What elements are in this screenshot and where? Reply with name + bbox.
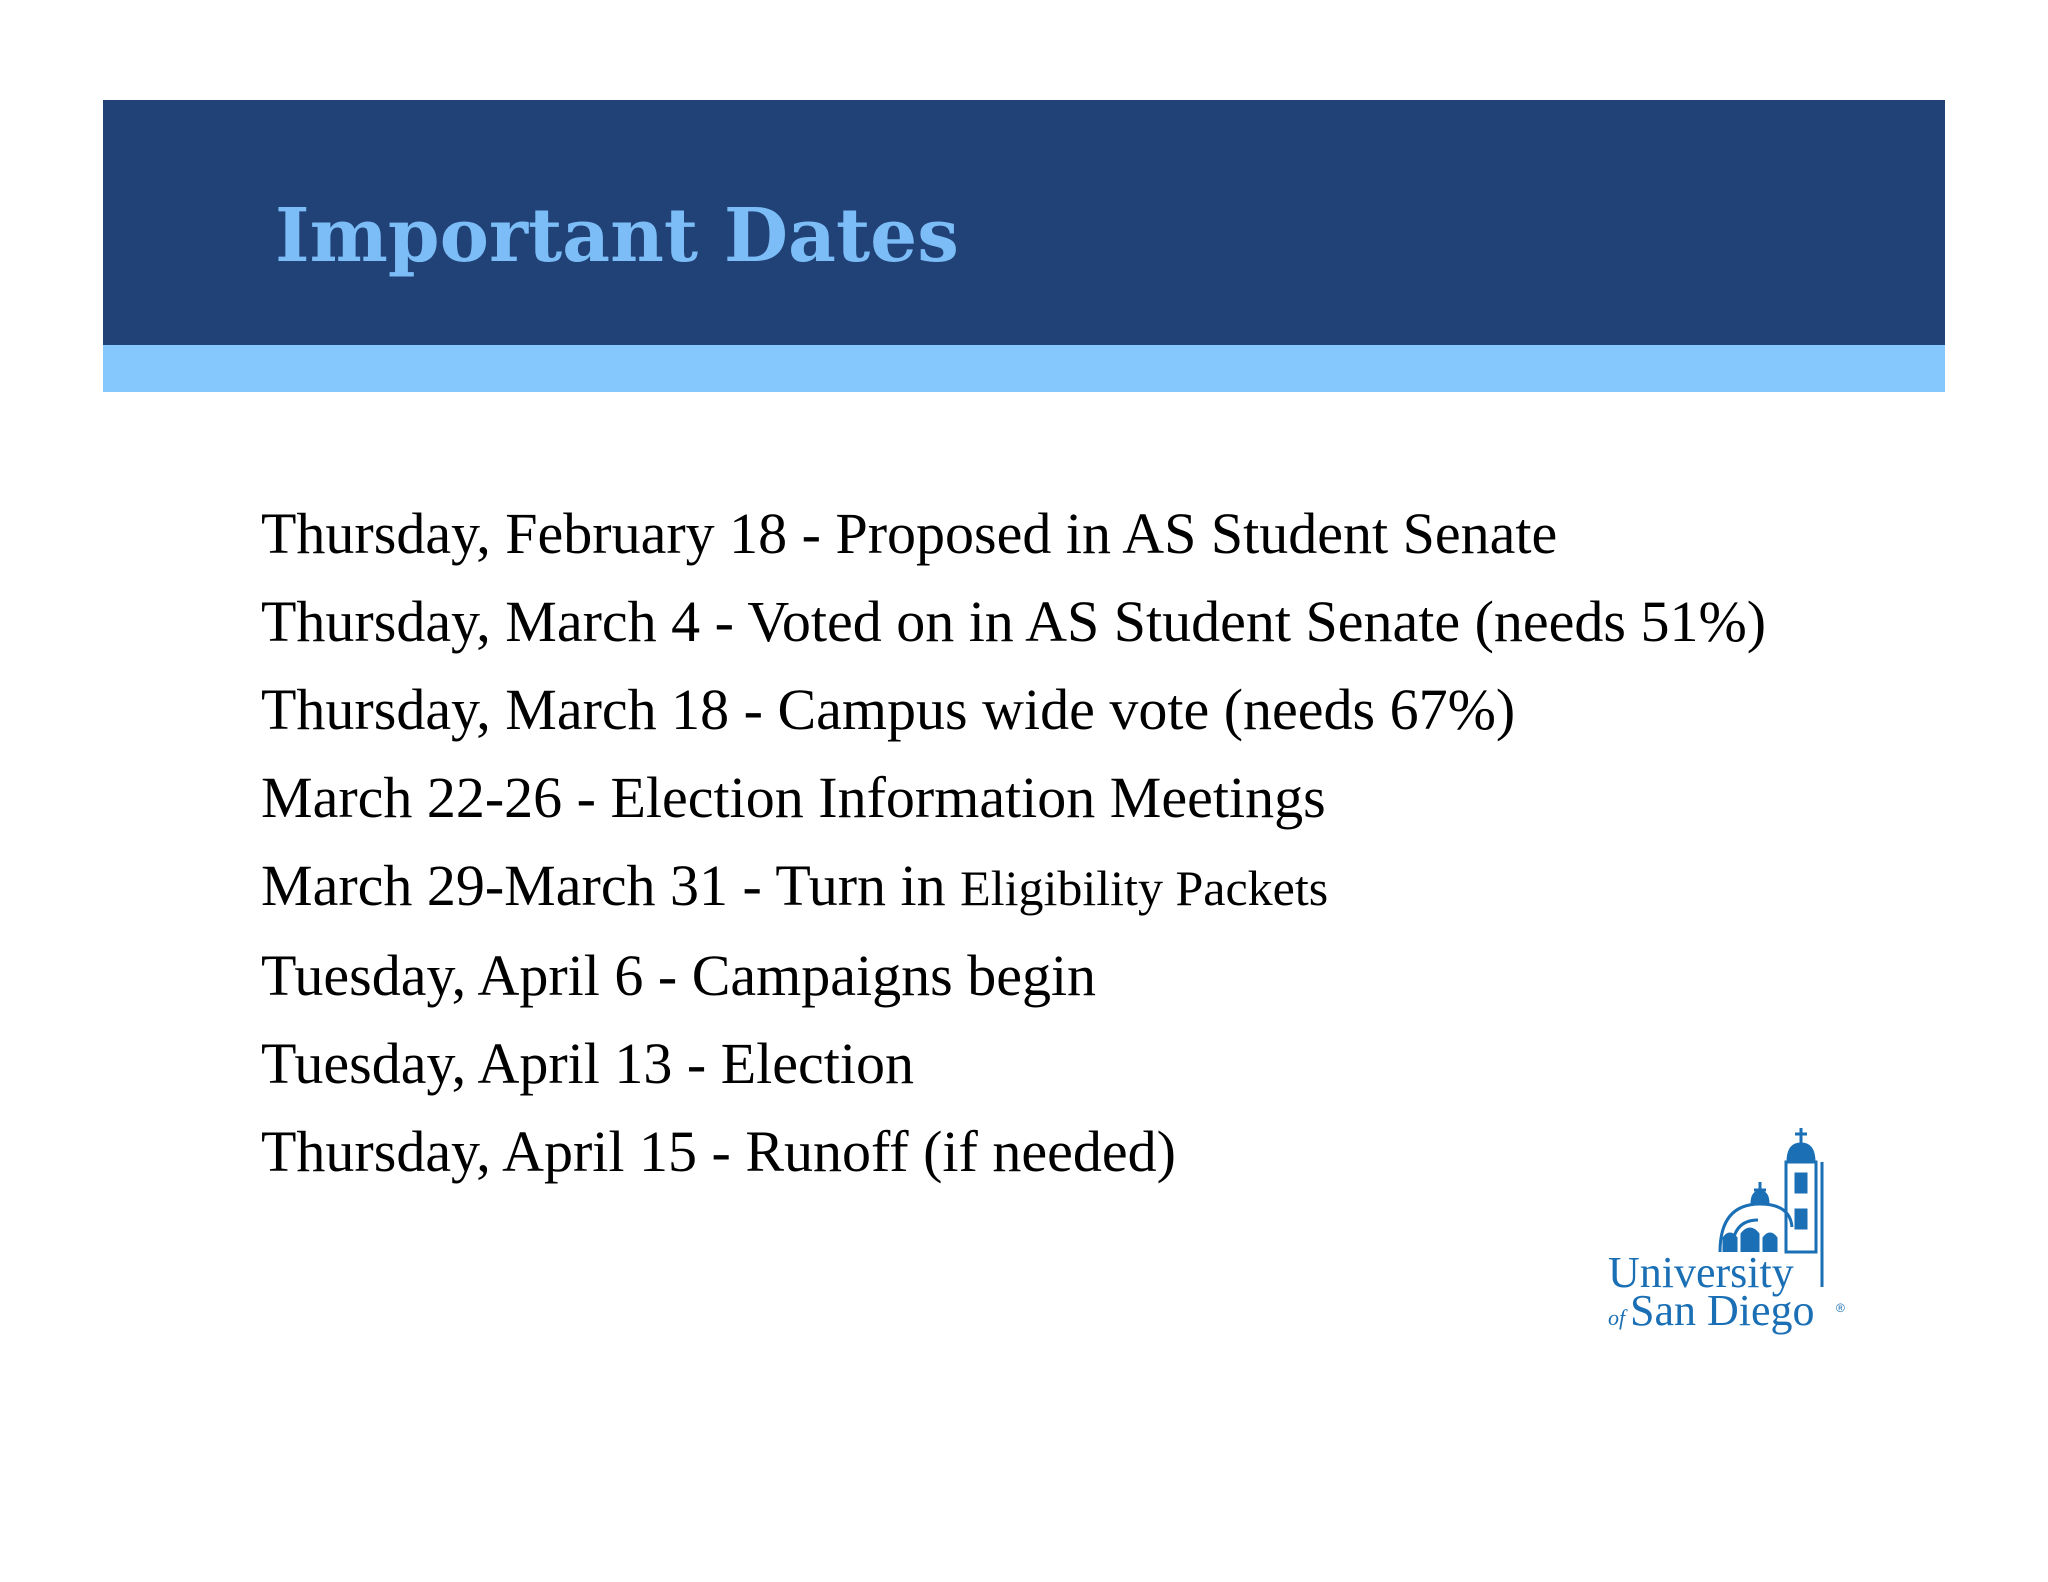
slide-title: Important Dates bbox=[275, 193, 959, 279]
important-dates-list bbox=[261, 490, 1766, 1196]
logo-university-text: University bbox=[1608, 1248, 1794, 1297]
header-accent-stripe bbox=[103, 345, 1945, 392]
date-item: Thursday, April 15 - Runoff (if needed) bbox=[261, 1119, 1176, 1184]
date-item: Thursday, March 4 - Voted on in AS Student Senate (needs 51%) bbox=[261, 589, 1767, 654]
date-item: Thursday, March 18 - Campus wide vote (needs 67%) bbox=[261, 677, 1516, 742]
date-item: Tuesday, April 13 - Election bbox=[261, 1031, 914, 1096]
logo-of-text: of bbox=[1608, 1305, 1626, 1330]
date-item: Tuesday, April 6 - Campaigns begin bbox=[261, 943, 1097, 1008]
logo-san-diego-text: San Diego bbox=[1630, 1286, 1815, 1335]
date-item: March 22-26 - Election Information Meetings bbox=[261, 765, 1326, 830]
eligibility-packets-text: Eligibility Packets bbox=[960, 860, 1329, 916]
logo-registered-mark: ® bbox=[1836, 1301, 1845, 1315]
date-item: March 29-March 31 - Turn in Eligibility Packets bbox=[261, 853, 1329, 918]
date-item: Thursday, February 18 - Proposed in AS Student Senate bbox=[261, 501, 1558, 566]
university-of-san-diego-logo bbox=[1600, 1122, 1850, 1342]
